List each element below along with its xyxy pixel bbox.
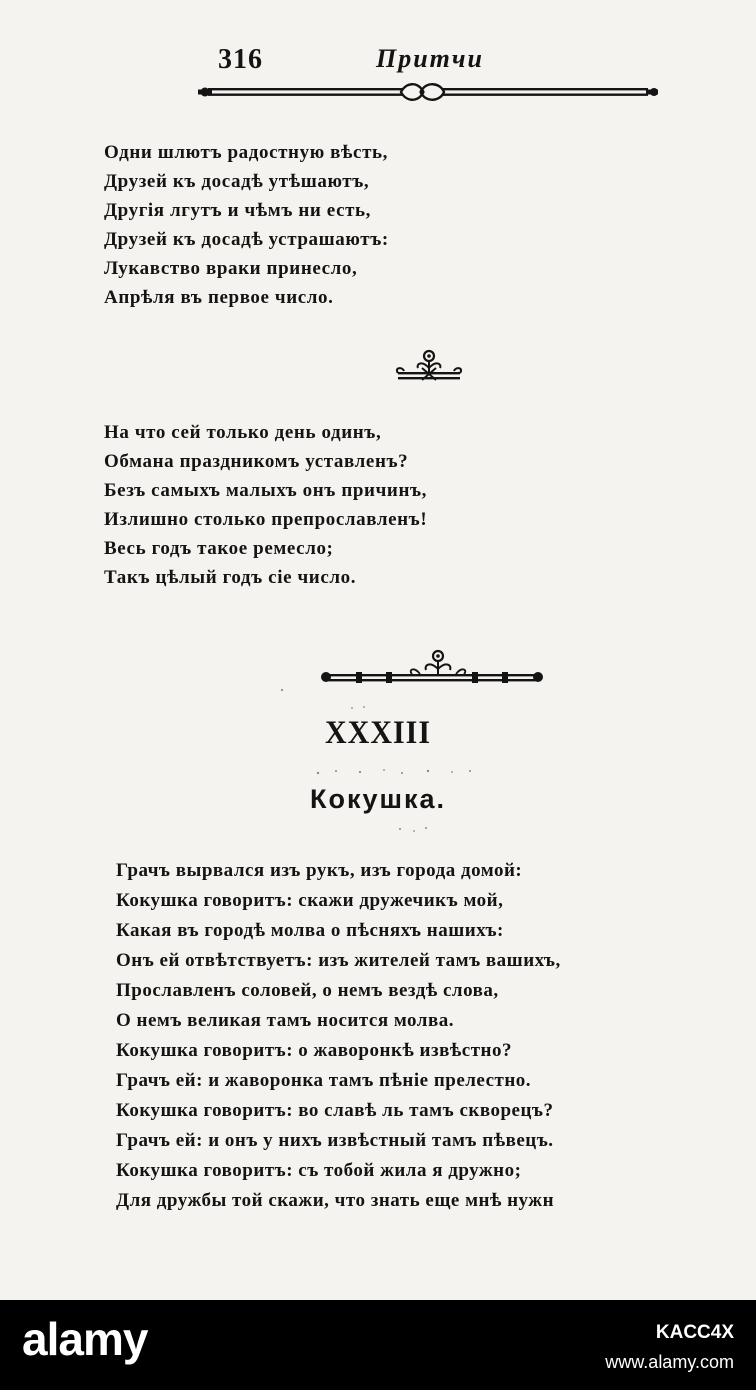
verse-line: Весь годъ такое ремесло; bbox=[104, 538, 334, 559]
verse-line: Такъ цѣлый годъ сіе число. bbox=[104, 567, 357, 588]
verse-line: На что сей только день одинъ, bbox=[104, 422, 382, 443]
running-title: Притчи bbox=[376, 44, 485, 73]
verse-line: Грачъ ей: и жаворонка тамъ пѣніе прелестно. bbox=[116, 1070, 532, 1091]
verse-line: Обмана праздникомъ уставленъ? bbox=[104, 451, 409, 472]
fable-title: Кокушка. bbox=[309, 784, 447, 814]
verse-line: Излишно столько препрославленъ! bbox=[104, 509, 428, 530]
watermark-url: www.alamy.com bbox=[605, 1352, 734, 1372]
verse-line: Друзей къ досадѣ утѣшаютъ, bbox=[104, 171, 370, 192]
verse-line: Кокушка говоритъ: съ тобой жила я дружно; bbox=[116, 1160, 522, 1181]
verse-line: Кокушка говоритъ: скажи дружечикъ мой, bbox=[116, 890, 504, 911]
verse-line: Друзей къ досадѣ устрашаютъ: bbox=[104, 229, 389, 250]
verse-line: Лукавство враки принесло, bbox=[104, 258, 358, 279]
verse-line: Одни шлютъ радостную вѣсть, bbox=[104, 142, 388, 163]
verse-line: Для дружбы той скажи, что знать еще мнѣ нужн bbox=[116, 1190, 555, 1211]
stock-image-id: KACC4X bbox=[655, 1322, 734, 1343]
verse-line: Безъ самыхъ малыхъ онъ причинъ, bbox=[104, 480, 428, 501]
verse-line: Грачъ ей: и онъ у нихъ извѣстный тамъ пѣвецъ. bbox=[116, 1130, 554, 1151]
verse-line: О немъ великая тамъ носится молва. bbox=[116, 1010, 454, 1031]
verse-line: Другія лгутъ и чѣмъ ни есть, bbox=[104, 200, 372, 221]
verse-line: Прославленъ соловей, о немъ вездѣ слова, bbox=[116, 980, 499, 1001]
verse-line: Кокушка говоритъ: о жаворонкѣ извѣстно? bbox=[116, 1040, 513, 1061]
verse-line: Апрѣля въ первое число. bbox=[104, 287, 334, 308]
verse-line: Кокушка говоритъ: во славѣ ль тамъ скворецъ? bbox=[116, 1100, 554, 1121]
watermark-logo: alamy bbox=[22, 1313, 148, 1365]
verse-line: Онъ ей отвѣтствуетъ: изъ жителей тамъ вашихъ, bbox=[116, 950, 561, 971]
verse-line: Какая въ городѣ молва о пѣсняхъ нашихъ: bbox=[116, 920, 504, 941]
verse-line: Грачъ вырвался изъ рукъ, изъ города домой: bbox=[116, 860, 523, 881]
page-number: 316 bbox=[218, 44, 263, 75]
fable-number: XXXIII bbox=[324, 714, 432, 751]
